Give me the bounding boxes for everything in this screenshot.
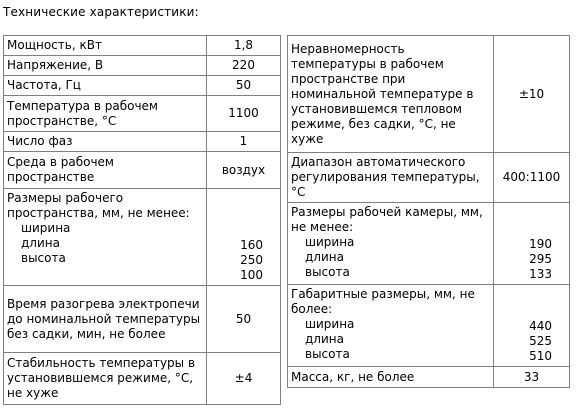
spec-sub-value: 160 [240, 238, 263, 252]
spec-value: 50 [207, 286, 281, 353]
spec-group-title: Размеры рабочей камеры, мм, не менее: [291, 205, 483, 234]
spec-value: 220 [207, 56, 281, 76]
spec-value: 1100 [207, 96, 281, 132]
spec-sub-value: 295 [529, 252, 552, 266]
spec-sub-label: длина [305, 250, 344, 264]
spec-sub-label: высота [21, 251, 66, 265]
spec-sub-label: высота [305, 265, 350, 279]
spec-label-group [4, 189, 207, 286]
spec-sub-value: 510 [529, 349, 552, 363]
table-row [4, 152, 281, 189]
spec-sub-value: 133 [529, 267, 552, 281]
spec-sub-label: ширина [305, 317, 355, 331]
spec-value: ±10 [494, 36, 570, 153]
spec-label: Напряжение, В [4, 56, 207, 76]
spec-sub-label: длина [305, 332, 344, 346]
table-row [288, 285, 570, 367]
table-row [4, 36, 281, 56]
spec-label: Неравномерность температуры в рабочем пространстве при номинальной температуре в установившемся тепловом режиме, без садки, °С, не хуже [288, 36, 494, 153]
spec-sub-value: 250 [240, 253, 263, 267]
table-row [4, 56, 281, 76]
spec-sub-value: 100 [240, 268, 263, 282]
left-spec-table [3, 35, 281, 405]
table-row [4, 132, 281, 152]
table-row [4, 286, 281, 353]
spec-sub-label: высота [305, 347, 350, 361]
spec-label: Время разогрева электропечи до номинальной температуры без садки, мин, не более [4, 286, 207, 353]
spec-label: Среда в рабочем пространстве [4, 152, 207, 189]
spec-value: 50 [207, 76, 281, 96]
table-row [4, 189, 281, 286]
spec-sub-value: 190 [529, 237, 552, 251]
spec-sub-value: 440 [529, 319, 552, 333]
spec-value: 1 [207, 132, 281, 152]
table-row [288, 203, 570, 285]
spec-value-group [494, 203, 570, 285]
spec-sub-label: длина [21, 236, 60, 250]
spec-value: ±4 [207, 353, 281, 405]
spec-label: Температура в рабочем пространстве, °С [4, 96, 207, 132]
right-spec-table [287, 35, 570, 388]
spec-group-title: Размеры рабочего пространства, мм, не менее: [7, 191, 190, 220]
spec-label: Мощность, кВт [4, 36, 207, 56]
spec-label: Число фаз [4, 132, 207, 152]
spec-label-group [288, 285, 494, 367]
spec-value: 400:1100 [494, 153, 570, 203]
spec-value-group [207, 189, 281, 286]
table-row [4, 76, 281, 96]
spec-value-group [494, 285, 570, 367]
table-row [288, 36, 570, 153]
page-title: Технические характеристики: [3, 5, 199, 19]
spec-value: воздух [207, 152, 281, 189]
spec-group-title: Габаритные размеры, мм, не более: [291, 287, 475, 316]
spec-label: Стабильность температуры в установившемся режиме, °С, не хуже [4, 353, 207, 405]
table-row [4, 96, 281, 132]
table-row [288, 153, 570, 203]
spec-label: Диапазон автоматического регулирования температуры, °С [288, 153, 494, 203]
spec-sub-label: ширина [305, 235, 355, 249]
spec-value: 33 [494, 367, 570, 388]
spec-label: Частота, Гц [4, 76, 207, 96]
table-row [288, 367, 570, 388]
spec-value: 1,8 [207, 36, 281, 56]
spec-label-group [288, 203, 494, 285]
spec-sub-label: ширина [21, 221, 71, 235]
spec-sub-value: 525 [529, 334, 552, 348]
spec-label: Масса, кг, не более [288, 367, 494, 388]
table-row [4, 353, 281, 405]
